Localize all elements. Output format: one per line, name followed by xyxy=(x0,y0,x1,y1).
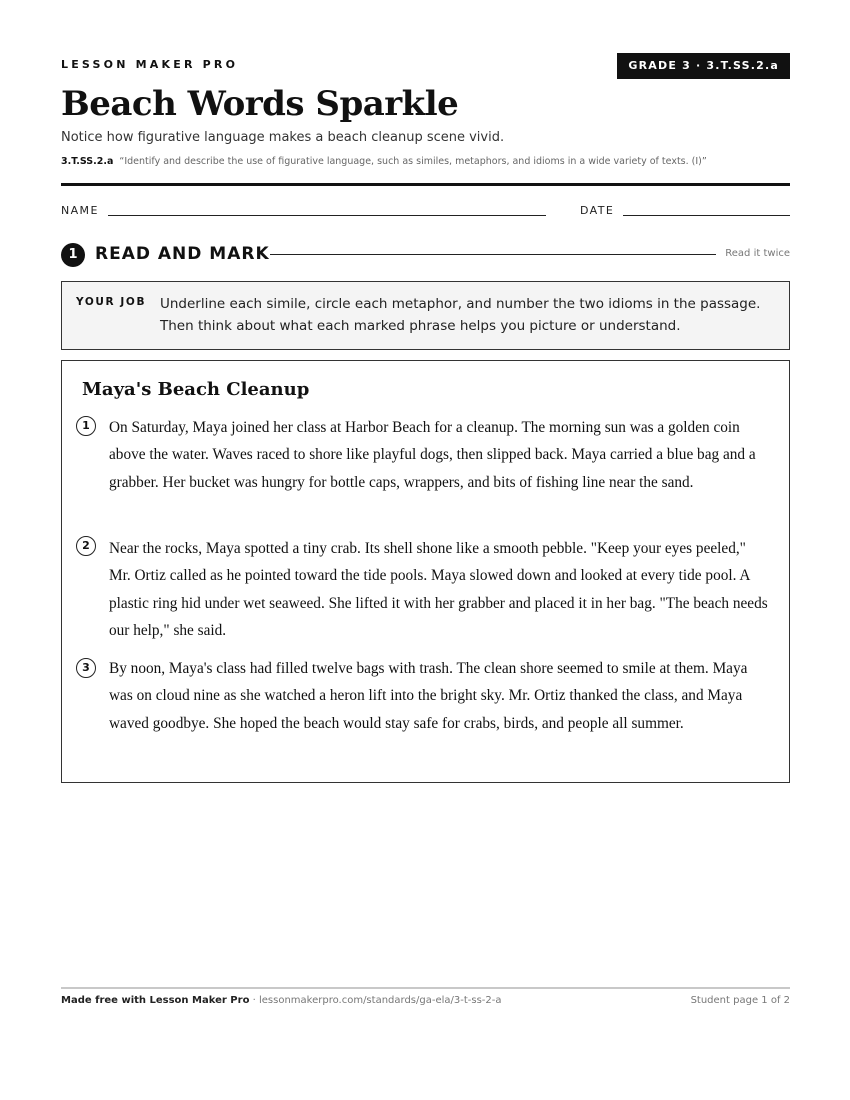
section-hint: Read it twice xyxy=(725,248,790,259)
standard-code: 3.T.SS.2.a xyxy=(61,156,114,167)
footer-divider xyxy=(61,987,790,989)
footer-page-number: Student page 1 of 2 xyxy=(690,995,790,1006)
footer-made-with: Made free with Lesson Maker Pro xyxy=(61,995,250,1006)
brand-name: LESSON MAKER PRO xyxy=(61,58,239,71)
paragraph-number: 3 xyxy=(76,658,96,678)
paragraph-number: 2 xyxy=(76,536,96,556)
instructions-text: Underline each simile, circle each metaphor, and number the two idioms in the passage. Then think about what each marked phrase helps you picture or understand. xyxy=(160,296,761,334)
name-field[interactable] xyxy=(108,215,546,216)
instructions-label: YOUR JOB xyxy=(76,296,147,308)
standard-text: “Identify and describe the use of figurative language, such as similes, metaphors, and idioms in a wide variety of texts. (I)” xyxy=(119,156,707,167)
section-title: READ AND MARK xyxy=(95,244,270,264)
passage-title: Maya's Beach Cleanup xyxy=(82,379,310,400)
passage-paragraph: By noon, Maya's class had filled twelve bags with trash. The clean shore seemed to smile at them. Maya was on cloud nine as she watched a heron lift into the bright sky. Mr. Ortiz thanked the class, and Maya waved goodbye. She hoped the beach would stay safe for crabs, birds, and people all summer. xyxy=(109,660,748,732)
page-subtitle: Notice how figurative language makes a beach cleanup scene vivid. xyxy=(61,130,505,145)
instructions-box xyxy=(61,281,790,350)
name-label: NAME xyxy=(61,204,99,217)
section-number-badge: 1 xyxy=(61,243,85,267)
passage-paragraph: Near the rocks, Maya spotted a tiny crab. Its shell shone like a smooth pebble. "Keep your eyes peeled," Mr. Ortiz called as he pointed toward the tide pools. Maya slowed down and looked at every tide pool. A plastic ring hid under wet seaweed. She lifted it with her grabber and placed it in her bag. "The beach needs our help," she said. xyxy=(109,540,768,639)
header-divider xyxy=(61,183,790,186)
date-label: DATE xyxy=(580,204,615,217)
date-field[interactable] xyxy=(623,215,790,216)
paragraph-number: 1 xyxy=(76,416,96,436)
passage-box xyxy=(61,360,790,783)
standard-line xyxy=(61,156,707,167)
page-title: Beach Words Sparkle xyxy=(61,84,459,124)
grade-badge: GRADE 3 · 3.T.SS.2.a xyxy=(617,53,790,79)
section-divider xyxy=(270,254,716,255)
passage-paragraph: On Saturday, Maya joined her class at Harbor Beach for a cleanup. The morning sun was a golden coin above the water. Waves raced to shore like playful dogs, then slipped back. Maya carried a blue bag and a grabber. Her bucket was hungry for bottle caps, wrappers, and bits of fishing line near the sand. xyxy=(109,419,756,491)
footer-credit xyxy=(61,995,502,1006)
worksheet-page xyxy=(61,0,790,1100)
footer-url[interactable]: · lessonmakerpro.com/standards/ga-ela/3-t-ss-2-a xyxy=(249,995,502,1006)
